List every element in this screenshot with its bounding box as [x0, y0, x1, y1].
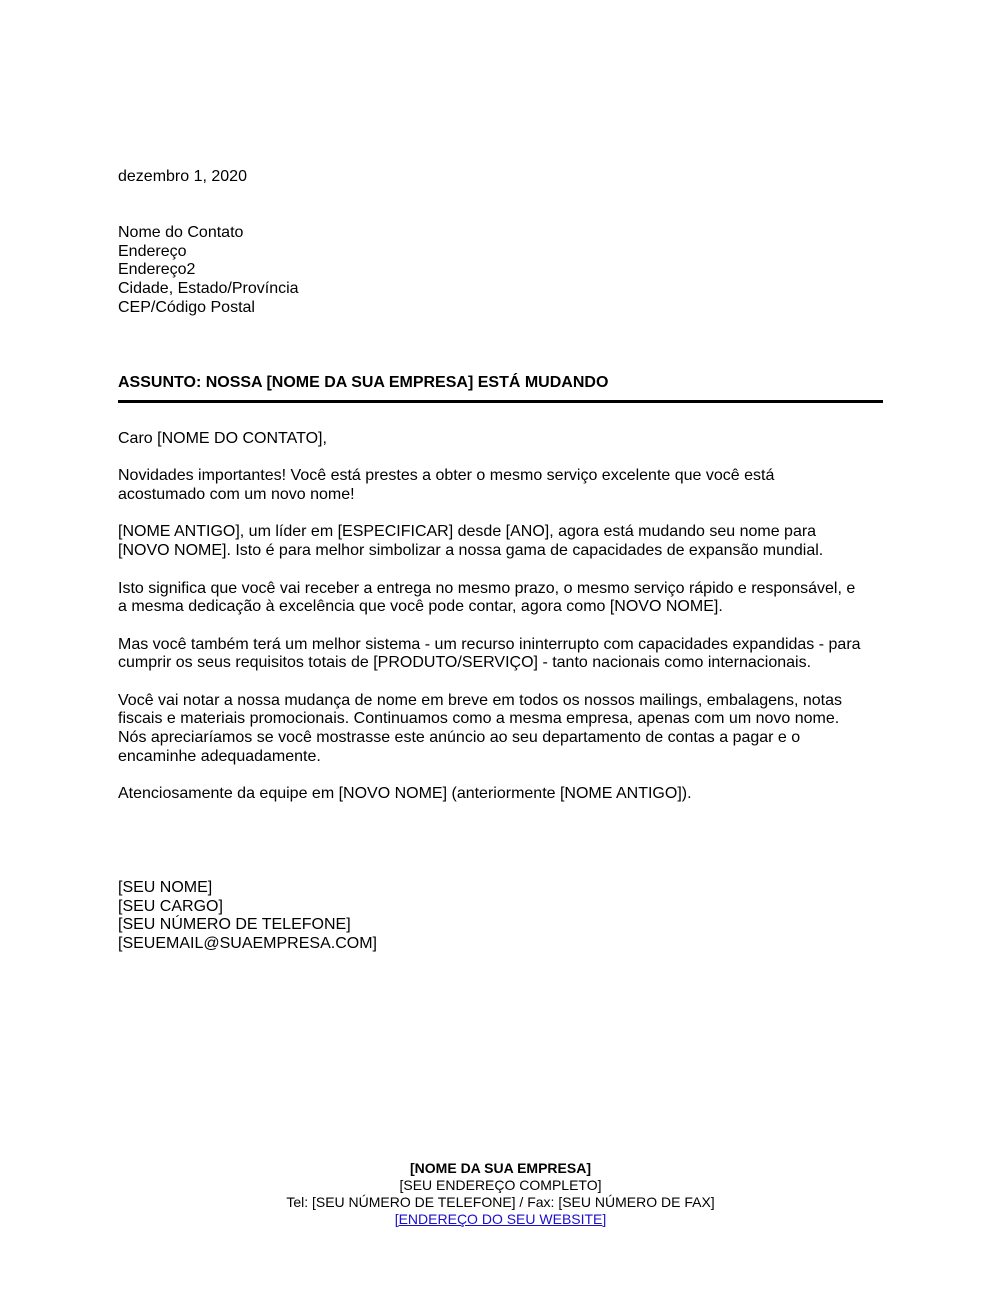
letterhead-footer: [118, 1160, 883, 1228]
letter-body: [118, 430, 883, 823]
closing: [118, 785, 883, 804]
letter-page: [118, 0, 883, 1290]
paragraph-line: a mesma dedicação à excelência que você pode contar, agora como [NOVO NOME].: [118, 598, 723, 616]
paragraph-line: [NOME ANTIGO], um líder em [ESPECIFICAR] desde [ANO], agora está mudando seu nome para: [118, 523, 817, 541]
recipient-name: Nome do Contato: [118, 224, 244, 241]
paragraph-line: Nós apreciaríamos se você mostrasse este anúncio ao seu departamento de contas a pagar e o: [118, 729, 801, 747]
paragraph-1: [118, 467, 883, 504]
signer-email: [SEUEMAIL@SUAEMPRESA.COM]: [118, 935, 377, 953]
footer-website-link[interactable]: [ENDEREÇO DO SEU WEBSITE]: [394, 1211, 607, 1227]
signer-title: [SEU CARGO]: [118, 897, 223, 915]
paragraph-3: [118, 580, 883, 617]
paragraph-4: [118, 636, 883, 673]
paragraph-line: Você vai notar a nossa mudança de nome em breve em todos os nossos mailings, embalagens, notas: [118, 691, 842, 709]
recipient-address-line1: Endereço: [118, 242, 187, 260]
footer-company-name: [NOME DA SUA EMPRESA]: [410, 1160, 591, 1176]
signer-phone: [SEU NÚMERO DE TELEFONE]: [118, 916, 351, 934]
paragraph-line: fiscais e materiais promocionais. Continuamos como a mesma empresa, apenas com um novo nome.: [118, 710, 840, 728]
subject-divider: [118, 400, 883, 403]
footer-contact: Tel: [SEU NÚMERO DE TELEFONE] / Fax: [SEU NÚMERO DE FAX]: [286, 1194, 715, 1210]
paragraph-5: [118, 692, 883, 767]
paragraph-line: Novidades importantes! Você está prestes a obter o mesmo serviço excelente que você está: [118, 467, 775, 485]
greeting-text: Caro [NOME DO CONTATO],: [118, 430, 327, 447]
signature-block: [118, 879, 883, 954]
letter-date: dezembro 1, 2020: [118, 168, 247, 185]
greeting: [118, 430, 883, 449]
recipient-city-state: Cidade, Estado/Província: [118, 280, 299, 298]
recipient-address-line2: Endereço2: [118, 261, 196, 279]
paragraph-line: Isto significa que você vai receber a entrega no mesmo prazo, o mesmo serviço rápido e responsável, e: [118, 579, 856, 597]
footer-address: [SEU ENDEREÇO COMPLETO]: [399, 1177, 602, 1193]
paragraph-line: [NOVO NOME]. Isto é para melhor simbolizar a nossa gama de capacidades de expansão mundial.: [118, 542, 824, 560]
signer-name: [SEU NOME]: [118, 879, 213, 896]
subject-heading: ASSUNTO: NOSSA [NOME DA SUA EMPRESA] ESTÁ MUDANDO: [118, 374, 609, 391]
paragraph-2: [118, 523, 883, 560]
paragraph-line: acostumado com um novo nome!: [118, 486, 355, 504]
recipient-address: [118, 224, 883, 318]
closing-text: Atenciosamente da equipe em [NOVO NOME] (anteriormente [NOME ANTIGO]).: [118, 785, 692, 803]
paragraph-line: encaminhe adequadamente.: [118, 747, 321, 765]
recipient-postal-code: CEP/Código Postal: [118, 298, 255, 316]
paragraph-line: cumprir os seus requisitos totais de [PRODUTO/SERVIÇO] - tanto nacionais como internacionais.: [118, 654, 812, 672]
paragraph-line: Mas você também terá um melhor sistema - um recurso ininterrupto com capacidades expandidas - para: [118, 635, 861, 653]
